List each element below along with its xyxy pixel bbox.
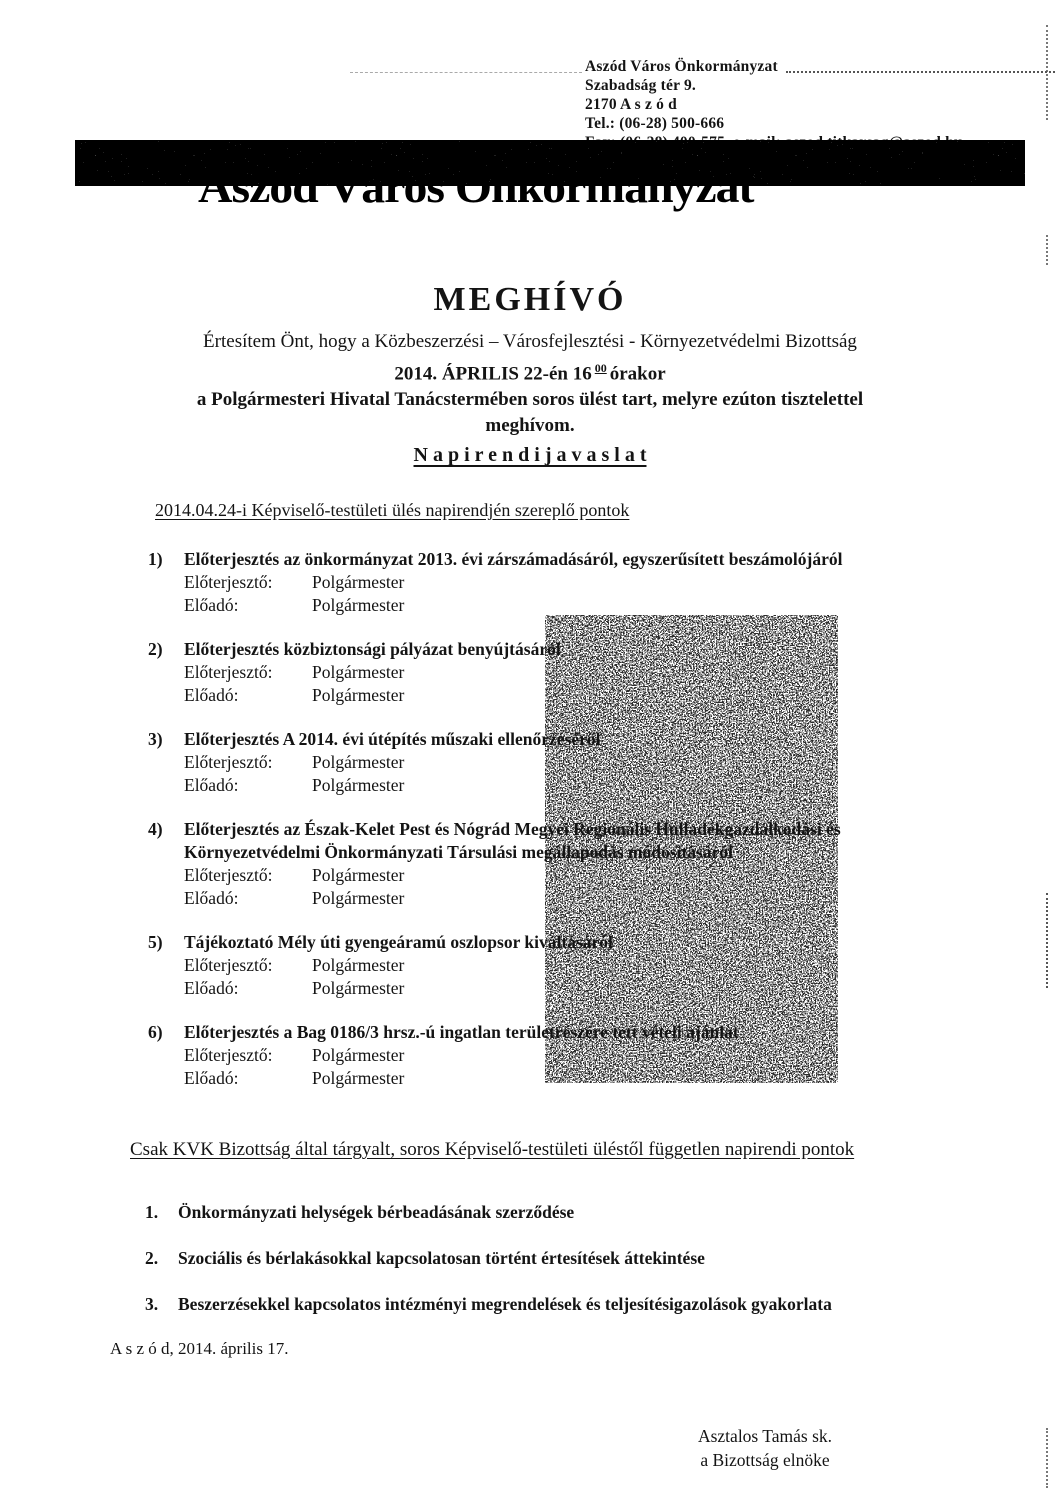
agenda-item-2 [148,638,954,707]
presenter-value: Polgármester [312,888,405,908]
submitter-value: Polgármester [312,1045,405,1065]
presenter-label: Előadó: [184,1068,239,1088]
invitation-title: MEGHÍVÓ [433,281,627,318]
invitation-hour-suffix: órakor [609,363,666,385]
presenter-label: Előadó: [184,888,239,908]
dateline: A s z ó d, 2014. április 17. [110,1339,289,1358]
signer-role: a Bizottság elnöke [700,1450,830,1470]
kvk-item-2 [145,1246,1015,1270]
agenda-item-3 [148,728,954,797]
invitation-date: 2014. ÁPRILIS 22-én 16 [394,363,592,385]
signer-name: Asztalos Tamás sk. [697,1426,833,1446]
agenda-subheading: 2014.04.24-i Képviselő-testületi ülés napirendjén szereplő pontok [155,500,630,520]
submitter-label: Előterjesztő: [184,572,273,592]
sender-phone: Tel.: (06-28) 500-666 [585,115,725,132]
presenter-label: Előadó: [184,978,239,998]
presenter-label: Előadó: [184,685,239,705]
presenter-label: Előadó: [184,595,239,615]
item-title: Önkormányzati helységek bérbeadásának szerződése [178,1202,575,1222]
item-title: Előterjesztés az Észak-Kelet Pest és Nógrád Megyei Regionális Hulladékgazdálkodási és Környezetvédelmi Önkormányzati Társulási megállapodás módosításáról [184,819,841,862]
submitter-label: Előterjesztő: [184,865,273,885]
item-title: Előterjesztés A 2014. évi útépítés műszaki ellenőrzéséről [184,729,601,749]
scan-dash-artifact [350,72,582,73]
item-number: 1. [145,1202,159,1222]
presenter-value: Polgármester [312,685,405,705]
submitter-label: Előterjesztő: [184,955,273,975]
presenter-value: Polgármester [312,1068,405,1088]
scan-edge-artifact [1046,893,1048,988]
item-title: Előterjesztés az önkormányzat 2013. évi zárszámadásáról, egyszerűsített beszámolójáról [184,549,843,569]
presenter-label: Előadó: [184,775,239,795]
banner-title: Aszód Város Önkormányzat [198,161,754,212]
submitter-label: Előterjesztő: [184,1045,273,1065]
item-number: 2) [148,639,163,659]
signature-block [645,1424,885,1472]
dotted-leader-artifact [786,71,1055,73]
kvk-item-3 [145,1292,1015,1316]
invitation-datetime [100,355,960,387]
invitation-line1: Értesítem Önt, hogy a Közbeszerzési – Városfejlesztési - Környezetvédelmi Bizottság [203,331,857,352]
scan-edge-artifact [1046,235,1048,265]
submitter-value: Polgármester [312,572,405,592]
kvk-section-list [145,1200,1015,1338]
item-number: 6) [148,1022,163,1042]
item-title: Tájékoztató Mély úti gyengeáramú oszlopsor kiváltásáról [184,932,613,952]
submitter-value: Polgármester [312,752,405,772]
presenter-value: Polgármester [312,595,405,615]
sender-header [585,57,1055,152]
invitation-line3: a Polgármesteri Hivatal Tanácstermében soros ülést tart, melyre ezúton tisztelettel [196,389,864,411]
kvk-section-heading: Csak KVK Bizottság által tárgyalt, soros Képviselő-testületi üléstől független napirendi pontok [130,1139,855,1160]
sender-org-name: Aszód Város Önkormányzat [585,58,778,75]
invitation-hour-superscript: 00 [594,361,607,375]
item-title: Szociális és bérlakásokkal kapcsolatosan történt értesítések áttekintése [178,1248,705,1268]
invitation-line4: meghívom. [485,415,575,437]
submitter-label: Előterjesztő: [184,662,273,682]
item-number: 1) [148,549,163,569]
kvk-section-heading-wrap [130,1136,882,1163]
item-number: 4) [148,819,163,839]
item-title: Előterjesztés közbiztonsági pályázat benyújtásáról [184,639,561,659]
invitation-block [100,281,960,439]
agenda-heading: N a p i r e n d i j a v a s l a t [413,444,647,466]
item-number: 3. [145,1294,159,1314]
agenda-list [148,548,954,1111]
agenda-item-6 [148,1021,954,1090]
agenda-item-1 [148,548,954,617]
submitter-label: Előterjesztő: [184,752,273,772]
agenda-item-5 [148,931,954,1000]
item-number: 5) [148,932,163,952]
kvk-item-1 [145,1200,1015,1224]
presenter-value: Polgármester [312,978,405,998]
item-number: 2. [145,1248,159,1268]
agenda-item-4 [148,818,954,910]
presenter-value: Polgármester [312,775,405,795]
sender-street: Szabadság tér 9. [585,77,696,94]
sender-city: 2170 A s z ó d [585,96,677,113]
item-title: Beszerzésekkel kapcsolatos intézményi megrendelések és teljesítésigazolások gyakorlata [178,1294,832,1314]
submitter-value: Polgármester [312,662,405,682]
submitter-value: Polgármester [312,865,405,885]
scan-edge-artifact [1046,1428,1048,1488]
agenda-heading-wrap [0,444,1060,467]
submitter-value: Polgármester [312,955,405,975]
item-title: Előterjesztés a Bag 0186/3 hrsz.-ú ingatlan területrészére tett vételi ajánlat [184,1022,739,1042]
item-number: 3) [148,729,163,749]
